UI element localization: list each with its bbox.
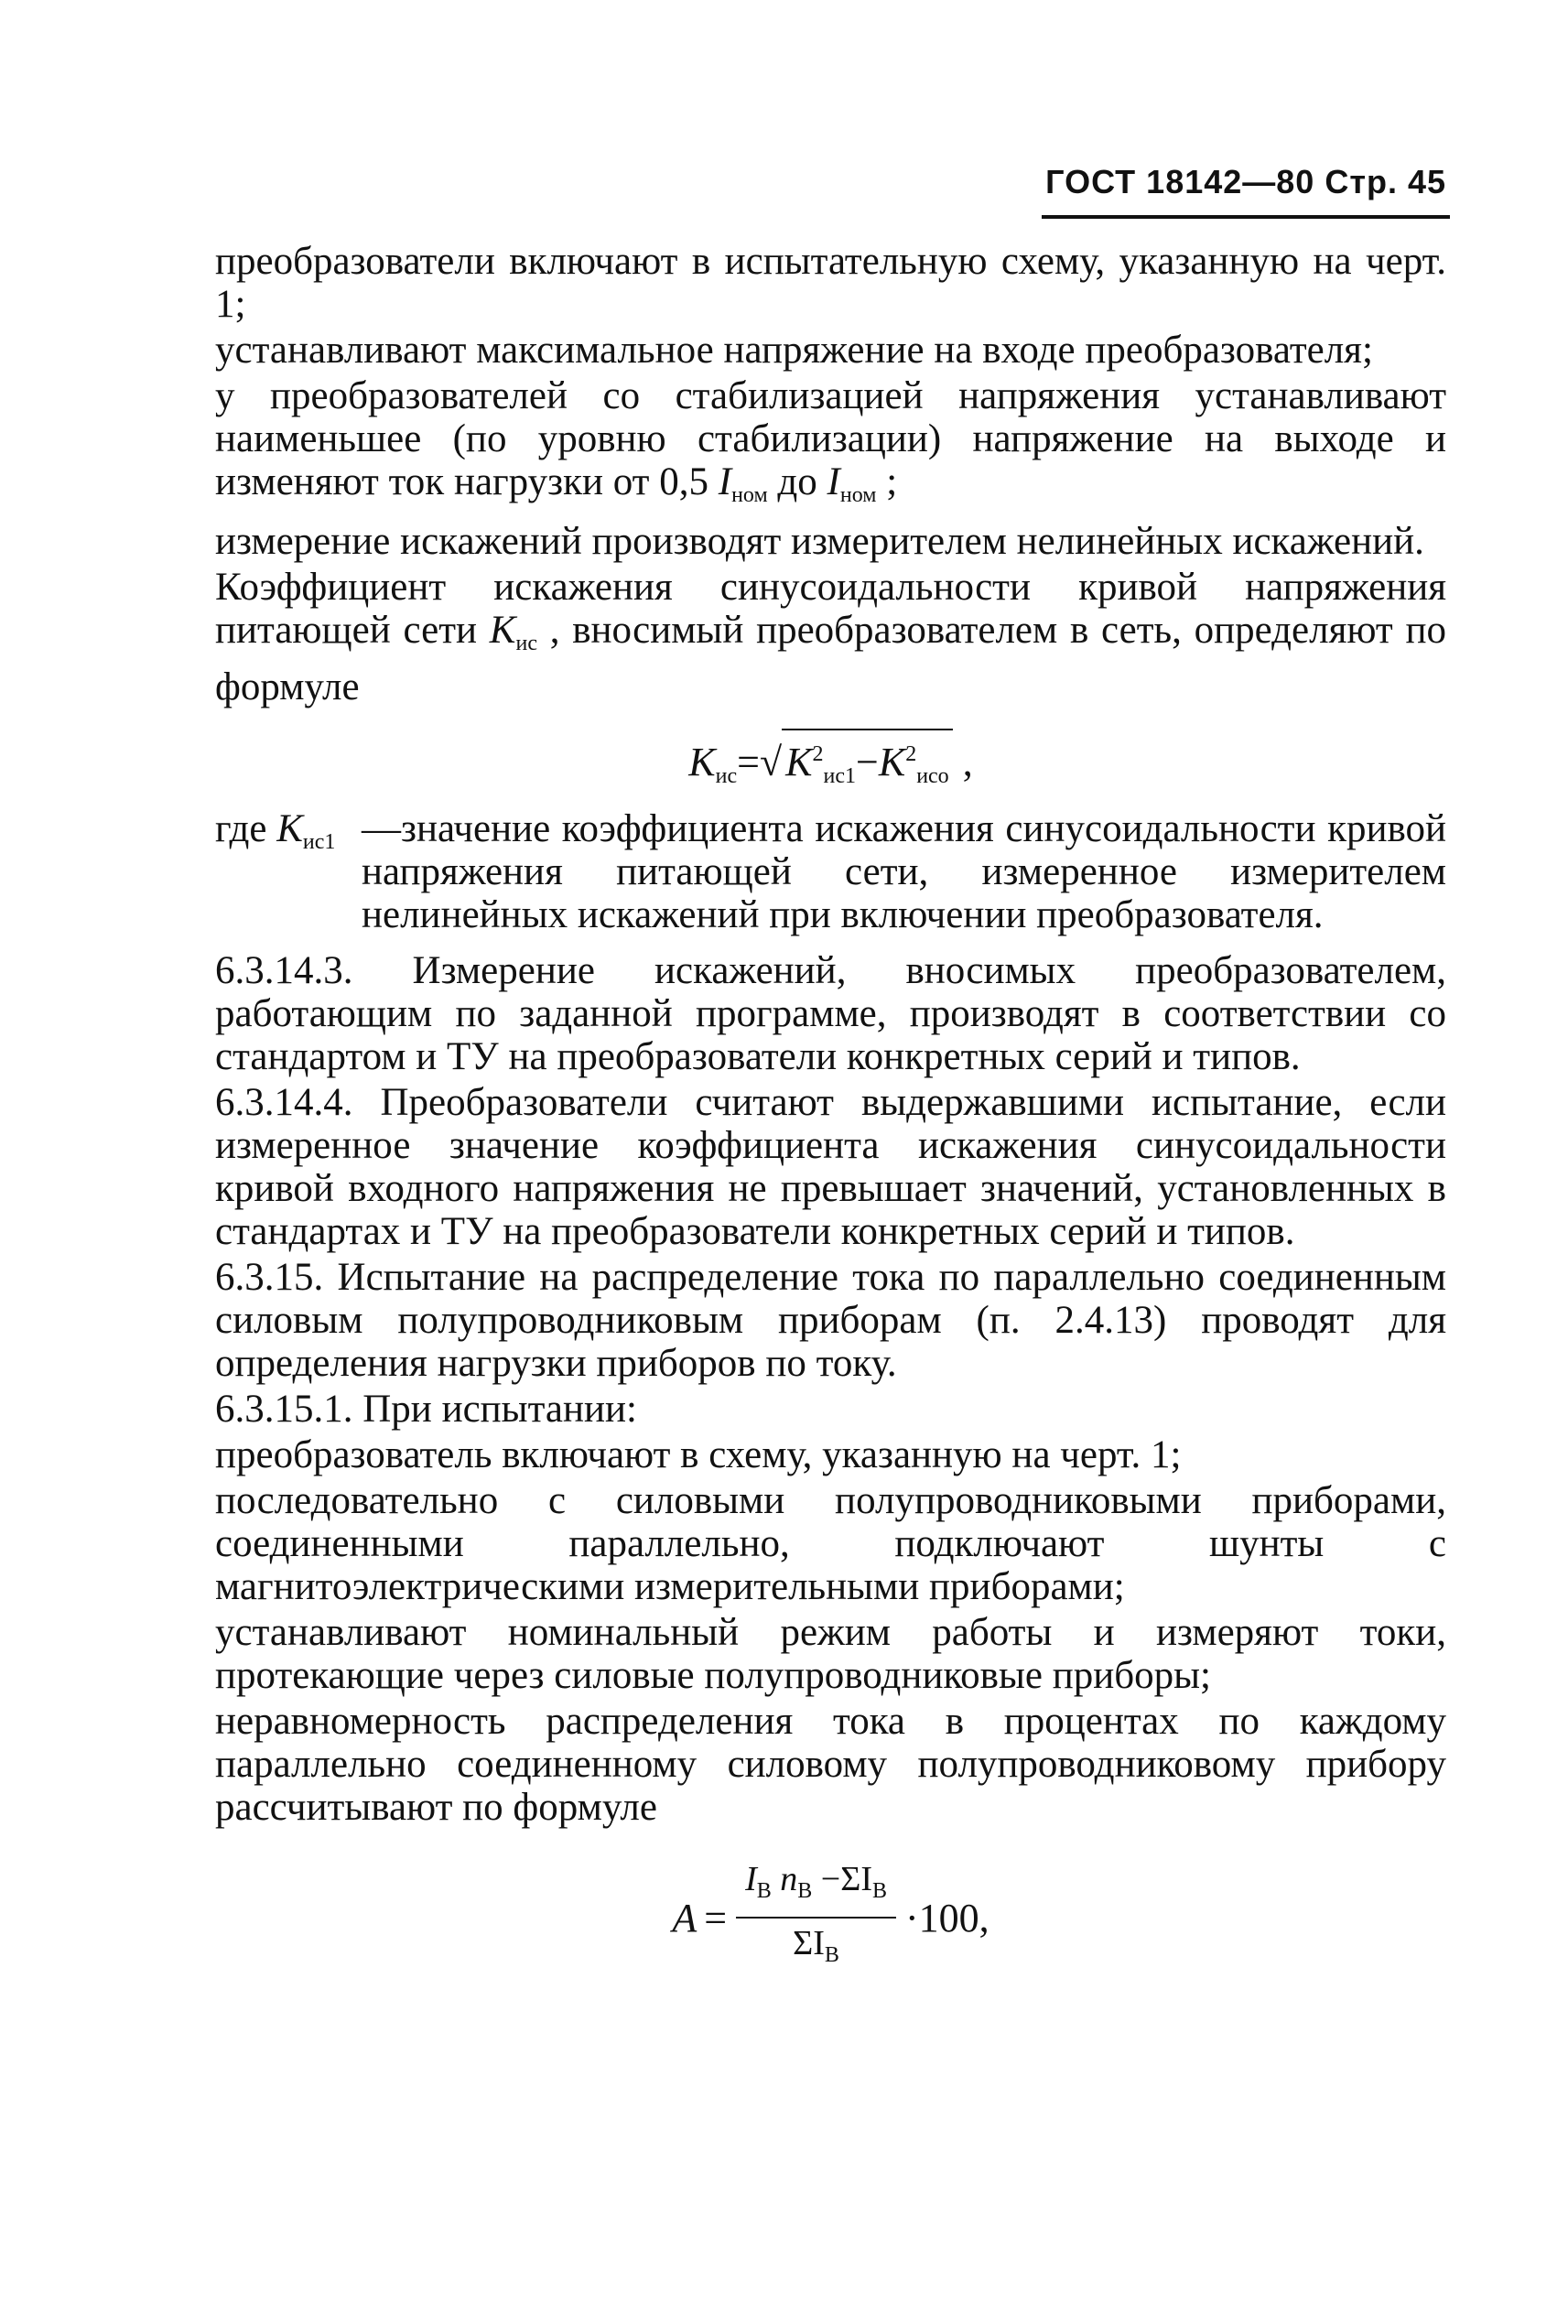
numerator: $I_B$ $n_B -\Sigma I_B$ xyxy=(736,1858,896,1919)
list-item: последовательно с силовыми полупроводниковыми приборами, соединенными параллельно, подключают шунты с магнитоэлектрическими измерительными приборами; xyxy=(215,1479,1446,1608)
paragraph: измерение искажений производят измерителем нелинейных искажений. xyxy=(215,520,1424,563)
document-body xyxy=(215,240,1446,1977)
list-item: неравномерность распределения тока в процентах по каждому параллельно соединенному силовому полупроводниковому прибору рассчитывают по формуле xyxy=(215,1700,1446,1829)
radicand: $K^2_{ис1}-K^2_{исо}$ xyxy=(782,729,953,800)
root-sign: √ xyxy=(759,740,783,784)
where-term: где $K_{ис1}$ xyxy=(215,807,336,854)
header-rule xyxy=(1042,215,1450,219)
section-6-3-15-1: 6.3.15.1. При испытании: xyxy=(215,1388,637,1431)
list-item: преобразователь включают в схему, указанную на черт. 1; xyxy=(215,1433,1182,1476)
paragraph: преобразователи включают в испытательную схему, указанную на черт. 1; xyxy=(215,240,1446,326)
fraction xyxy=(736,1858,896,1977)
formula-kis: $K_{ис}=√K^2_{ис1}-K^2_{исо}$ , xyxy=(215,729,1446,787)
section-6-3-14-3: 6.3.14.3. Измерение искажений, вносимых преобразователем, работающим по заданной программе, производят в соответствии со стандартом и ТУ на преобразователи конкретных серий и типов. xyxy=(215,949,1446,1078)
denominator: $\Sigma I_B$ xyxy=(793,1924,839,1967)
paragraph: устанавливают максимальное напряжение на входе преобразователя; xyxy=(215,329,1373,372)
paragraph: у преобразователей со стабилизацией напряжения устанавливают наименьшее (по уровню стабилизации) напряжение на выходе и изменяют ток нагрузки от 0,5 $I_{ном}$ до $I_{ном}$ ; xyxy=(215,374,1446,507)
page-header: ГОСТ 18142—80 Стр. 45 xyxy=(1045,163,1446,200)
list-item: устанавливают номинальный режим работы и измеряют токи, протекающие через силовые полупроводниковые приборы; xyxy=(215,1611,1446,1697)
where-text: —значение коэффициента искажения синусоидальности кривой напряжения питающей сети, измеренное измерителем нелинейных искажений при включении преобразователя. xyxy=(362,807,1446,936)
section-6-3-15: 6.3.15. Испытание на распределение тока по параллельно соединенным силовым полупроводниковым приборам (п. 2.4.13) проводят для определения нагрузки приборов по току. xyxy=(215,1256,1446,1385)
section-6-3-14-4: 6.3.14.4. Преобразователи считают выдержавшими испытание, если измеренное значение коэффициента искажения синусоидальности кривой входного напряжения не превышает значений, установленных в стандартах и ТУ на преобразователи конкретных серий и типов. xyxy=(215,1081,1446,1253)
where-definition xyxy=(215,807,1446,936)
formula-a: A = $\frac{I_B n_B -\Sigma I_B}{\Sigma I_B}$ ·100, xyxy=(215,1858,1446,1977)
paragraph: Коэффициент искажения синусоидальности кривой напряжения питающей сети $K_{ис}$ , вносимый преобразователем в сеть, определяют по формуле xyxy=(215,566,1446,708)
